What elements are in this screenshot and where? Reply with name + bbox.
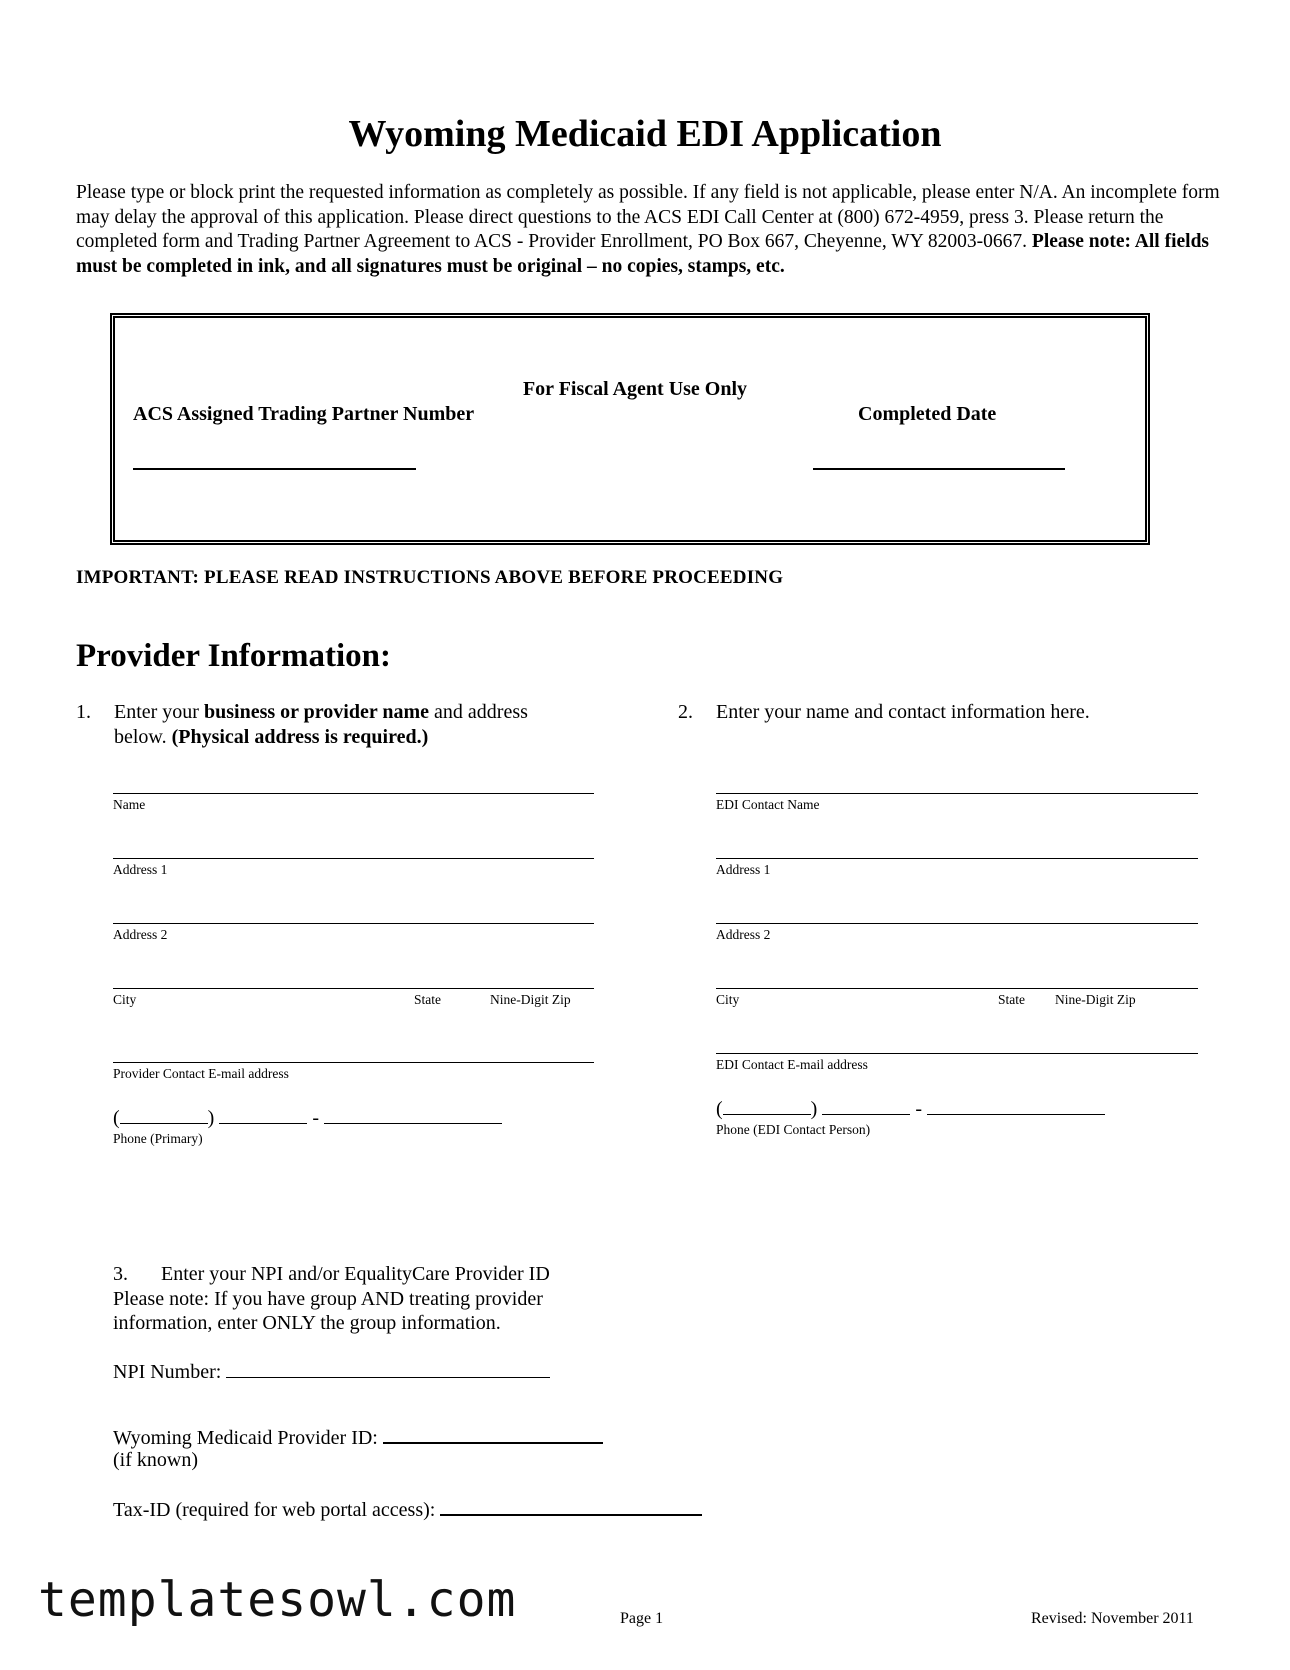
edi-phone-label: Phone (EDI Contact Person): [716, 1122, 871, 1137]
item-3-number: 3.: [113, 1263, 128, 1285]
phone-open-paren: (: [113, 1107, 120, 1129]
provider-email-field[interactable]: [113, 1062, 594, 1063]
item-1-text-bold: business or provider name: [203, 701, 430, 723]
tax-id-field[interactable]: [440, 1496, 702, 1516]
item-2-heading: [678, 700, 1198, 725]
edi-address2-label: Address 2: [716, 927, 771, 942]
provider-address2-field[interactable]: [113, 923, 594, 924]
provider-city-state-zip-field[interactable]: [113, 988, 594, 989]
item-3-note-line2: information, enter ONLY the group information.: [113, 1312, 501, 1334]
completed-date-field[interactable]: [813, 468, 1065, 470]
phone-dash: -: [312, 1107, 320, 1129]
item-1-number: 1.: [76, 701, 91, 723]
phone-close-paren: ): [810, 1098, 818, 1120]
trading-partner-number-label: ACS Assigned Trading Partner Number: [133, 403, 475, 425]
npi-row: [113, 1359, 550, 1385]
provider-zip-label: Nine-Digit Zip: [490, 992, 571, 1007]
medicaid-id-row: [113, 1424, 603, 1451]
fiscal-agent-box: [110, 313, 1150, 545]
tax-id-row: [113, 1496, 702, 1523]
provider-name-label: Name: [113, 797, 146, 812]
npi-label: NPI Number:: [113, 1361, 222, 1383]
npi-field[interactable]: [226, 1359, 550, 1378]
item-3-block: [113, 1262, 673, 1336]
page-title: Wyoming Medicaid EDI Application: [348, 113, 942, 155]
fiscal-agent-title: For Fiscal Agent Use Only: [522, 378, 748, 400]
edi-address2-field[interactable]: [716, 923, 1198, 924]
item-1-text-post: and address: [429, 701, 528, 723]
provider-address1-field[interactable]: [113, 858, 594, 859]
important-notice: IMPORTANT: PLEASE READ INSTRUCTIONS ABOVE BEFORE PROCEEDING: [76, 567, 784, 588]
provider-address1-label: Address 1: [113, 862, 168, 877]
medicaid-id-label: Wyoming Medicaid Provider ID:: [113, 1427, 378, 1449]
page-number: Page 1: [620, 1610, 664, 1627]
item-1-physical-address-note: (Physical address is required.): [171, 725, 429, 748]
item-1-heading: [76, 700, 596, 749]
edi-email-field[interactable]: [716, 1053, 1198, 1054]
edi-city-label: City: [716, 992, 740, 1007]
phone-dash: -: [915, 1098, 923, 1120]
edi-state-label: State: [998, 992, 1025, 1007]
edi-phone-field[interactable]: [716, 1096, 1105, 1121]
completed-date-label: Completed Date: [858, 403, 997, 425]
phone-close-paren: ): [207, 1107, 215, 1129]
item-1-text-line2: below.: [114, 725, 172, 748]
provider-email-label: Provider Contact E-mail address: [113, 1066, 289, 1081]
item-3-note-line1: Please note: If you have group AND treating provider: [113, 1287, 543, 1310]
provider-phone-field[interactable]: [113, 1105, 502, 1130]
item-1-text-pre: Enter your: [114, 701, 204, 723]
provider-name-field[interactable]: [113, 793, 594, 794]
provider-city-label: City: [113, 992, 137, 1007]
provider-state-label: State: [414, 992, 441, 1007]
edi-city-state-zip-field[interactable]: [716, 988, 1198, 989]
edi-contact-name-label: EDI Contact Name: [716, 797, 820, 812]
edi-address1-label: Address 1: [716, 862, 771, 877]
item-2-number: 2.: [678, 701, 693, 723]
edi-contact-name-field[interactable]: [716, 793, 1198, 794]
phone-open-paren: (: [716, 1098, 723, 1120]
provider-phone-label: Phone (Primary): [113, 1131, 203, 1146]
revision-date: Revised: November 2011: [1031, 1610, 1194, 1627]
item-2-text: Enter your name and contact information here.: [716, 701, 1090, 723]
item-3-heading-text: Enter your NPI and/or EqualityCare Provider ID: [161, 1263, 550, 1285]
instructions-paragraph: [76, 181, 1226, 279]
medicaid-id-field[interactable]: [383, 1424, 603, 1444]
edi-address1-field[interactable]: [716, 858, 1198, 859]
edi-zip-label: Nine-Digit Zip: [1055, 992, 1136, 1007]
instructions-ink-note: Please note: All fields must be completed in ink, and all signatures must be original – no copies, stamps, etc.: [76, 231, 1210, 277]
provider-address2-label: Address 2: [113, 927, 168, 942]
instructions-text: Please type or block print the requested information as completely as possible. If any field is not applicable, please enter N/A. An incomplete form may delay the approval of this application. Please direct questions to the ACS EDI Call Center at (800) 672-4959, press 3. Please return the completed form and Trading Partner Agreement to ACS - Provider Enrollment, PO Box 667, Cheyenne, WY 82003-0667.: [76, 182, 1220, 252]
edi-email-label: EDI Contact E-mail address: [716, 1057, 868, 1072]
item-3-heading: [113, 1262, 673, 1287]
watermark-logo: templatesowl.com: [38, 1572, 517, 1628]
medicaid-id-sublabel: (if known): [113, 1449, 198, 1471]
section-heading: Provider Information:: [76, 638, 391, 674]
tax-id-label: Tax-ID (required for web portal access):: [113, 1499, 436, 1521]
trading-partner-number-field[interactable]: [133, 468, 416, 470]
